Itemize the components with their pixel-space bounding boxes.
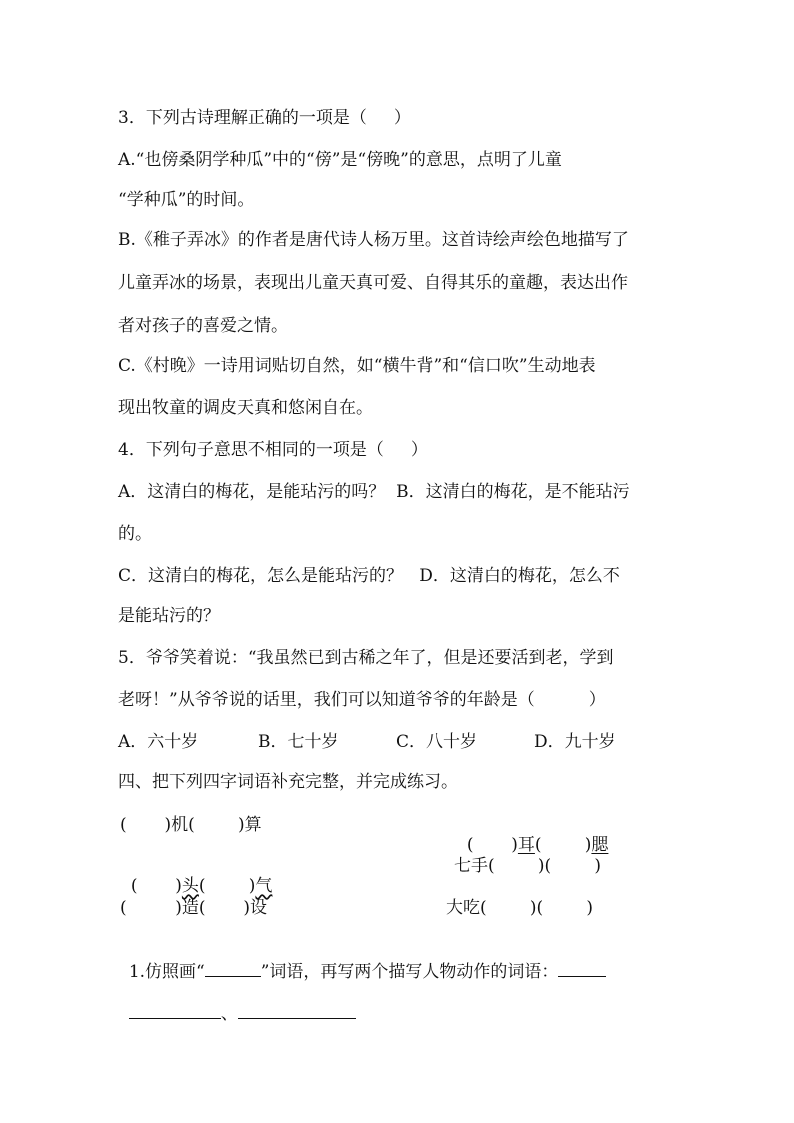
idiom-blank-3 bbox=[120, 856, 272, 896]
q3-option-c-line1: C.《村晚》一诗用词贴切自然，如“横牛背”和“信口吹”生动地表 bbox=[118, 356, 596, 376]
q3-stem: 3．下列古诗理解正确的一项是（ ） bbox=[118, 108, 411, 128]
section4-heading: 四、把下列四字词语补充完整，并完成练习。 bbox=[118, 772, 458, 792]
task-example-blank bbox=[205, 962, 261, 977]
task-separator: 、 bbox=[220, 1004, 238, 1024]
idiom-blank-3-a: ( ) bbox=[130, 876, 182, 896]
idiom-blank-2-c: ( ) bbox=[534, 835, 592, 855]
section4-task-line2 bbox=[118, 984, 356, 1024]
idiom-blank-2-ear: 耳 bbox=[517, 835, 535, 855]
idiom-blank-4: 七手( )( ) bbox=[454, 856, 601, 876]
q3-option-a-line2: “学种瓜”的时间。 bbox=[118, 190, 255, 210]
idiom-blank-2-cheek: 腮 bbox=[591, 835, 609, 855]
q3-option-a-line1: A.“也傍桑阴学种瓜”中的“傍”是“傍晚”的意思，点明了儿童 bbox=[118, 150, 562, 170]
section4-task-line1 bbox=[118, 942, 606, 982]
idiom-blank-2-a: ( ) bbox=[466, 835, 518, 855]
q4-options-cd-line1: C．这清白的梅花，怎么是能玷污的？ D．这清白的梅花，怎么不 bbox=[118, 566, 620, 586]
q5-option-b: B．七十岁 bbox=[258, 732, 339, 752]
q5-stem-line1: 5．爷爷笑着说：“我虽然已到古稀之年了，但是还要活到老，学到 bbox=[118, 648, 614, 668]
idiom-blank-2 bbox=[456, 815, 608, 855]
q4-stem: 4．下列句子意思不相同的一项是（ ） bbox=[118, 440, 428, 460]
q5-option-a: A．六十岁 bbox=[118, 732, 199, 752]
q3-option-b-line3: 者对孩子的喜爱之情。 bbox=[118, 316, 288, 336]
idiom-blank-5: ( )造( )设 bbox=[120, 898, 267, 918]
q3-option-b-line1: B.《稚子弄冰》的作者是唐代诗人杨万里。这首诗绘声绘色地描写了 bbox=[118, 230, 629, 250]
q4-options-cd-line2: 是能玷污的？ bbox=[118, 606, 220, 626]
answer-blank-1a[interactable] bbox=[558, 962, 606, 977]
q5-option-d: D．九十岁 bbox=[534, 732, 616, 752]
task-suffix: ”词语，再写两个描写人物动作的词语： bbox=[260, 962, 559, 982]
idiom-blank-6: 大吃( )( ) bbox=[446, 898, 593, 918]
q4-options-ab-line1: A．这清白的梅花，是能玷污的吗？ B．这清白的梅花，是不能玷污 bbox=[118, 482, 630, 502]
idiom-blank-3-air: 气 bbox=[255, 876, 273, 896]
q5-option-c: C．八十岁 bbox=[396, 732, 478, 752]
answer-blank-1b[interactable] bbox=[129, 1004, 221, 1019]
q4-options-ab-line2: 的。 bbox=[118, 524, 152, 544]
answer-blank-2[interactable] bbox=[238, 1004, 356, 1019]
q3-option-c-line2: 现出牧童的调皮天真和悠闲自在。 bbox=[118, 398, 373, 418]
q3-option-b-line2: 儿童弄冰的场景，表现出儿童天真可爱、自得其乐的童趣，表达出作 bbox=[118, 273, 628, 293]
idiom-blank-3-head: 头 bbox=[181, 876, 199, 896]
task-prefix: 1.仿照画“ bbox=[128, 962, 205, 982]
q5-stem-line2: 老呀！”从爷爷说的话里，我们可以知道爷爷的年龄是（ ） bbox=[118, 690, 606, 710]
idiom-blank-3-c: ( ) bbox=[198, 876, 256, 896]
idiom-blank-1: ( )机( )算 bbox=[120, 815, 262, 835]
